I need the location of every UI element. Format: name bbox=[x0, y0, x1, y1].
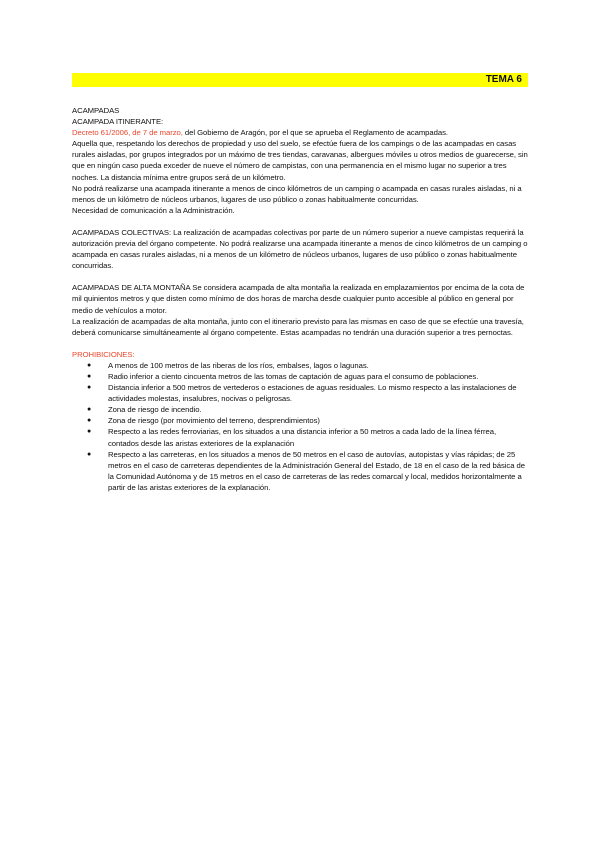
itinerante-distance-rule: No podrá realizarse una acampada itinerante a menos de cinco kilómetros de un camping o acampada en casas rurales aisladas, ni a menos de un kilómetro de núcleos urbanos, lugares de uso público o zonas habitualmente concurridas. bbox=[72, 183, 522, 204]
alta-montana-communication: La realización de acampadas de alta montaña, junto con el itinerario previsto para las mismas en caso de que se efectúe una travesía, deberá comunicarse simultáneamente al órgano competente. Estas acampadas no tendrán una duración superior a tres pernoctas. bbox=[72, 316, 524, 337]
bullet-icon: ● bbox=[87, 417, 92, 425]
document-body bbox=[72, 105, 528, 493]
list-item: ● Zona de riesgo de incendio. bbox=[87, 405, 202, 415]
list-item: ● Zona de riesgo (por movimiento del terreno, desprendimientos) bbox=[87, 416, 320, 426]
bullet-icon: ● bbox=[87, 384, 92, 392]
tema-banner bbox=[72, 73, 528, 87]
alta-montana-definition: ACAMPADAS DE ALTA MONTAÑA Se considera acampada de alta montaña la realizada en emplazamientos por encima de la cota de mil quinientos metros y que disten como mínimo de dos horas de marcha desde cualquier punto accesible al público en general por medio de vehículos a motor. bbox=[72, 283, 525, 315]
list-item: ● A menos de 100 metros de las riberas de los ríos, embalses, lagos o lagunas. bbox=[87, 360, 369, 370]
bullet-icon: ● bbox=[87, 372, 92, 380]
decree-reference: Decreto 61/2006, de 7 de marzo, bbox=[72, 128, 183, 138]
prohibiciones-list bbox=[72, 360, 528, 493]
bullet-icon: ● bbox=[87, 361, 92, 369]
list-item: ● Respecto a las carreteras, en los situados a menos de 50 metros en el caso de autovías, autopistas y vías rápidas; de 25 metros en el caso de carreteras dependientes de la Administración General del Estado, de 18 en el caso de la red básica de la Comunidad Autónoma y de 15 metros en el caso de carreteras de las redes comarcal y local, medidos horizontalmente a partir de las aristas exteriores de la explanación. bbox=[87, 449, 525, 492]
colectivas-paragraph: ACAMPADAS COLECTIVAS: La realización de acampadas colectivas por parte de un número superior a nueve campistas requerirá la autorización previa del órgano competente. No podrá realizarse una acampada itinerante a menos de cinco kilómetros de un camping o acampada en casas rurales aisladas, ni a menos de un kilómetro de núcleos urbanos, lugares de uso público o zonas habitualmente concurridas. bbox=[72, 227, 528, 271]
itinerante-definition: Aquella que, respetando los derechos de propiedad y uso del suelo, se efectúe fuera de los campings o de las acampadas en casas rurales aisladas, por grupos integrados por un máximo de tres tiendas, caravanas, albergues móviles u otros medios de guarecerse, sin que en ningún caso pueda exceder de nueve el número de campistas, con una permanencia en el mismo lugar no superior a tres noches. La distancia mínima entre grupos será de un kilómetro. bbox=[72, 139, 528, 182]
bullet-icon: ● bbox=[87, 428, 92, 436]
itinerante-communication: Necesidad de comunicación a la Administración. bbox=[72, 205, 235, 215]
bullet-icon: ● bbox=[87, 406, 92, 414]
bullet-icon: ● bbox=[87, 450, 92, 458]
list-item: ● Respecto a las redes ferroviarias, en los situados a una distancia inferior a 50 metros a cada lado de la línea férrea, contados desde las aristas exteriores de la explanación bbox=[87, 427, 497, 448]
list-item: ● Radio inferior a ciento cincuenta metros de las tomas de captación de aguas para el consumo de poblaciones. bbox=[87, 371, 479, 381]
prohibiciones-heading: PROHIBICIONES: bbox=[72, 349, 135, 359]
tema-label: TEMA 6 bbox=[485, 74, 522, 85]
decree-paragraph bbox=[72, 127, 528, 138]
decree-description: del Gobierno de Aragón, por el que se aprueba el Reglamento de acampadas. bbox=[182, 128, 448, 138]
itinerante-heading: ACAMPADA ITINERANTE: bbox=[72, 117, 164, 127]
list-item: ● Distancia inferior a 500 metros de vertederos o estaciones de aguas residuales. Lo mismo respecto a las instalaciones de actividades molestas, insalubres, nocivas o peligrosas. bbox=[87, 383, 517, 404]
document-title: ACAMPADAS bbox=[72, 106, 120, 115]
